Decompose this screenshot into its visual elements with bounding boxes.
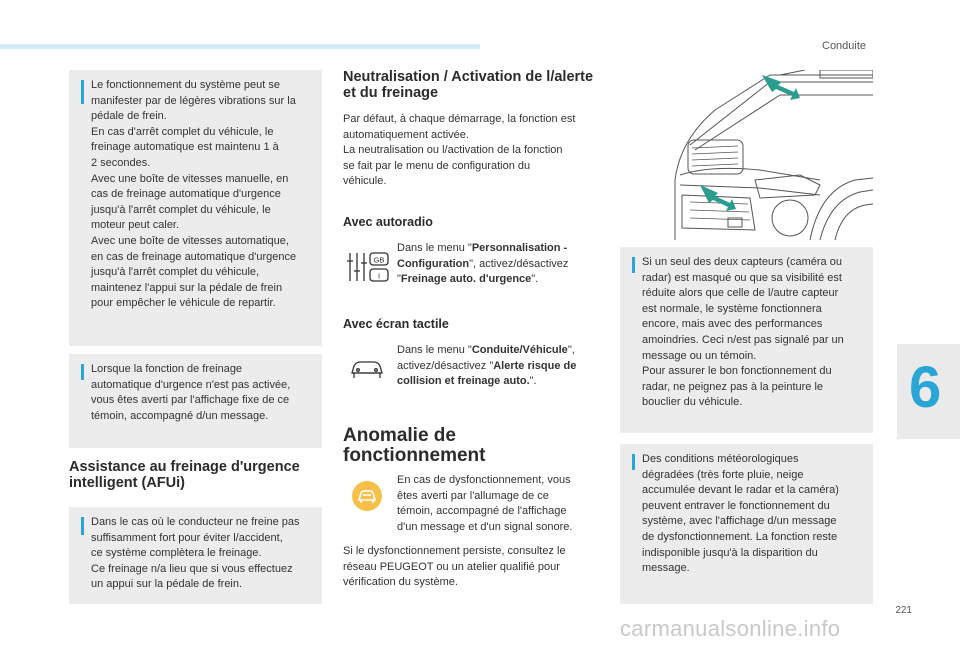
note-accent-bar — [632, 454, 635, 470]
note-text: Des conditions météorologiques dégradées (très forte pluie, neige accumulée devant le radar et la caméra) peuvent entraver le fonctionnement du système, avec l'affichage d/un message de dysfonctionnement. La fonction reste indisponible jusqu'à la disparition du message. — [642, 453, 839, 575]
page-number: 221 — [895, 605, 912, 616]
persist-text: Si le dysfonctionnement persiste, consultez le réseau PEUGEOT ou un atelier qualifié pour vérification du système. — [343, 545, 566, 589]
menu-name: Personnalisation - Configuration — [397, 242, 568, 270]
vehicle-front-illustration — [620, 70, 873, 240]
info-note-weather — [620, 444, 873, 604]
option-name: Freinage auto. d'urgence — [400, 273, 532, 286]
info-note-afui — [69, 507, 322, 604]
chapter-tab — [897, 344, 960, 439]
afui-heading: Assistance au freinage d'urgence intelligent (AFUi) — [69, 459, 300, 491]
menu-name: Conduite/Véhicule — [471, 344, 568, 356]
svg-text:I: I — [377, 271, 381, 281]
note-text: Dans le cas où le conducteur ne freine pas suffisamment fort pour éviter l/accident, ce système complètera le freinage. Ce freinage n/a lieu que si vous effectuez un appui sur la pédale de frein. — [91, 516, 300, 591]
touchscreen-instructions: Dans le menu "Conduite/Véhicule", activez/désactivez "Alerte risque de collision et freinage auto.". — [397, 344, 577, 388]
note-accent-bar — [632, 257, 635, 273]
option-name: Alerte risque de collision et freinage auto. — [397, 359, 577, 388]
radio-settings-icon — [346, 249, 390, 285]
touchscreen-heading: Avec écran tactile — [343, 317, 449, 331]
note-accent-bar — [81, 80, 84, 104]
top-decorative-bar — [0, 44, 480, 49]
info-note-vibrations — [69, 70, 322, 346]
car-icon — [350, 358, 384, 380]
neutralisation-text: Par défaut, à chaque démarrage, la fonction est automatiquement activée. La neutralisation ou l/activation de la fonction se fait par le menu de configuration du véhicule. — [343, 113, 576, 188]
note-text: Lorsque la fonction de freinage automatique d'urgence n'est pas activée, vous êtes averti par l'affichage fixe de ce témoin, accompagné d/un message. — [91, 363, 291, 422]
section-title: Conduite — [822, 40, 867, 52]
note-accent-bar — [81, 517, 84, 535]
anomalie-heading: Anomalie de fonctionnement — [343, 425, 486, 466]
svg-text:GB: GB — [373, 255, 385, 265]
autoradio-heading: Avec autoradio — [343, 215, 433, 229]
chapter-number: 6 — [909, 355, 942, 420]
neutralisation-heading: Neutralisation / Activation de l/alerte et du freinage — [343, 69, 594, 101]
note-text: Le fonctionnement du système peut se manifester par de légères vibrations sur la pédale de frein. En cas d'arrêt complet du véhicule, le freinage automatique est maintenu 1 à 2 secondes. Avec une boîte de vitesses manuelle, en cas de freinage automatique d'urgence jusqu'à l'arrêt complet du véhicule, le moteur peut caler. Avec une boîte de vitesses automatique, en cas de freinage automatique d'urgence jusqu'à l'arrêt complet du véhicule, maintenez l'appui sur la pédale de frein pour empêcher le véhicule de repartir. — [91, 79, 297, 310]
autoradio-instructions: Dans le menu "Personnalisation - Configuration", activez/désactivez "Freinage auto. d'urgence". — [397, 242, 569, 286]
note-accent-bar — [81, 364, 84, 380]
brake-warning-icon — [351, 480, 383, 512]
info-note-sensors — [620, 247, 873, 433]
anomalie-text: En cas de dysfonctionnement, vous êtes averti par l'allumage de ce témoin, accompagné de l'affichage d'un message et d'un signal sonore. — [397, 474, 573, 533]
watermark: carmanualsonline.info — [620, 616, 841, 641]
note-text: Si un seul des deux capteurs (caméra ou radar) est masqué ou que sa visibilité est réduite alors que celle de l/autre capteur est normale, le système fonctionnera encore, mais avec des performances amoindries. Ceci n/est pas signalé par un message ou un témoin. Pour assurer le bon fonctionnement du radar, ne peignez pas à la peinture le bouclier du véhicule. — [642, 256, 844, 409]
info-note-inactive — [69, 354, 322, 448]
